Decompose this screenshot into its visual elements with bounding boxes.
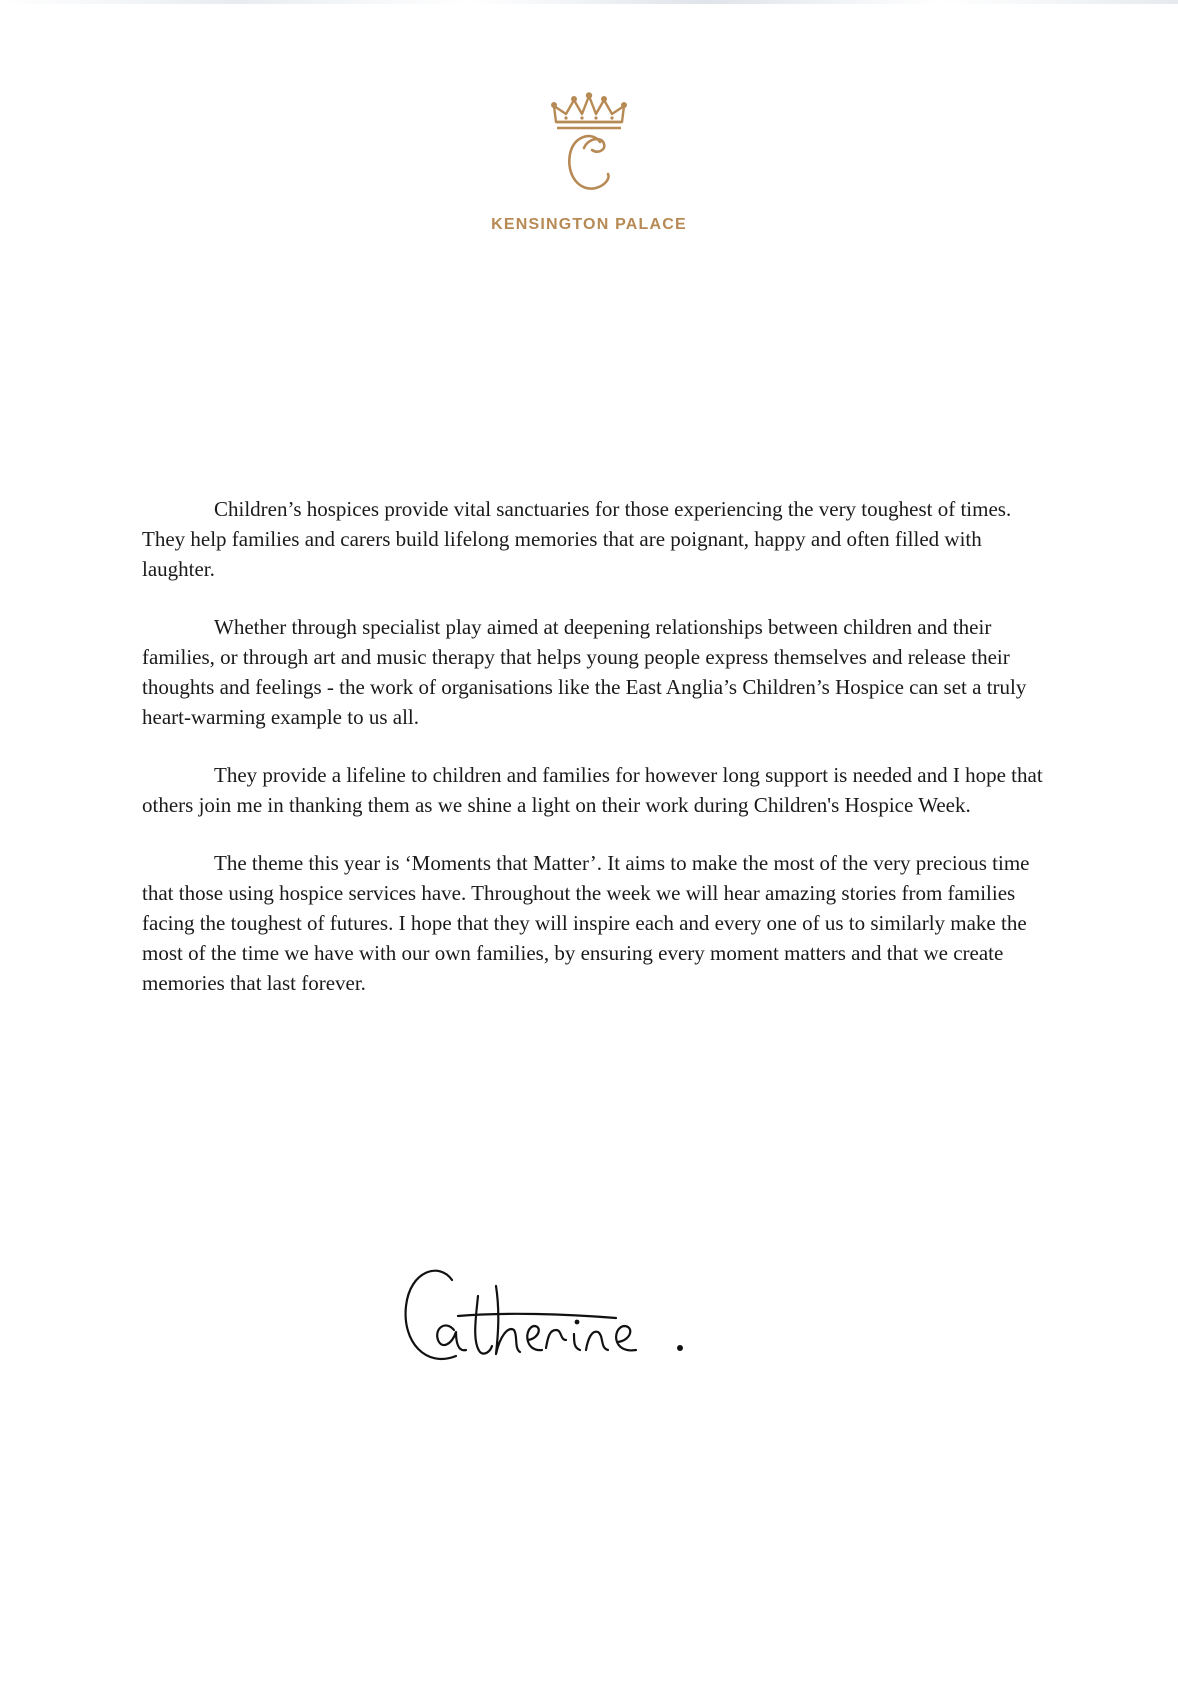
letter-paragraph: They provide a lifeline to children and families for however long support is needed and I hope that others join me in thanking them as we shine a light on their work during Children's Hospice Week. — [142, 763, 1043, 817]
letter-paragraph: The theme this year is ‘Moments that Matter’. It aims to make the most of the very precious time that those using hospice services have. Throughout the week we will hear amazing stories from families facing the toughest of futures. I hope that they will inspire each and every one of us to similarly make the most of the time we have with our own families, by ensuring every moment matters and that we create memories that last forever. — [142, 851, 1030, 995]
letterhead — [0, 92, 1178, 234]
crowned-c-cypher-icon — [544, 92, 634, 202]
handwritten-signature — [396, 1256, 756, 1386]
letter-paragraph: Whether through specialist play aimed at deepening relationships between children and their families, or through art and music therapy that helps young people express themselves and release their thoughts and feelings - the work of organisations like the East Anglia’s Children’s Hospice can set a truly heart-warming example to us all. — [142, 615, 1027, 729]
letter-paragraph: Children’s hospices provide vital sanctuaries for those experiencing the very toughest of times. They help families and carers build lifelong memories that are poignant, happy and often filled with laughter. — [142, 497, 1012, 581]
institution-name: KENSINGTON PALACE — [491, 216, 687, 233]
scan-edge — [0, 0, 1178, 4]
letter-body — [142, 494, 1047, 1026]
